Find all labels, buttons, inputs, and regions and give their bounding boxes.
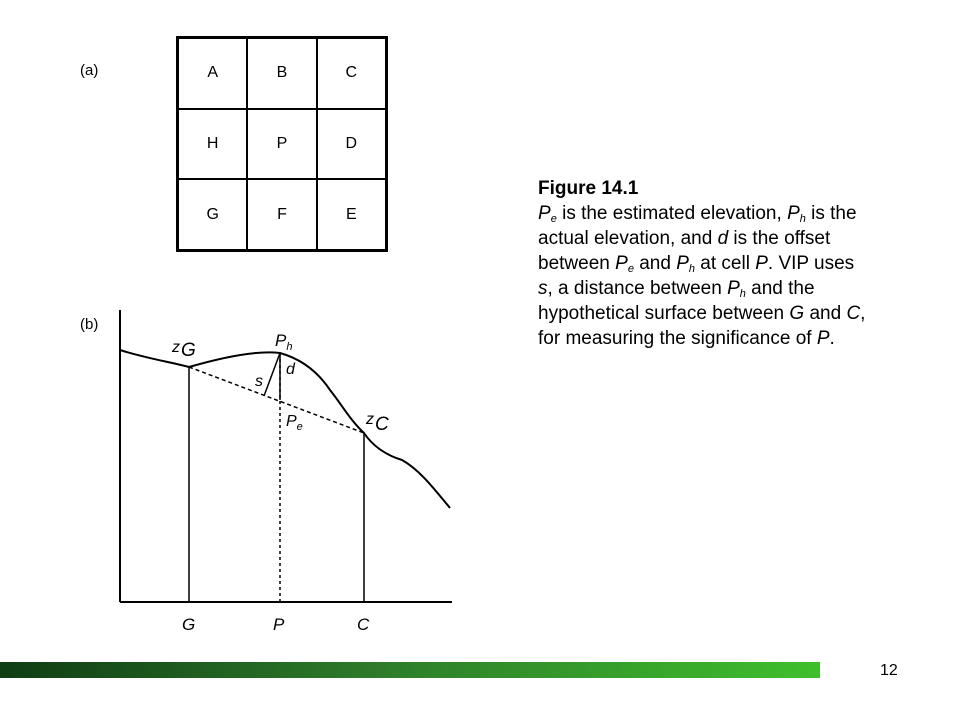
grid-cell-p: P	[247, 109, 316, 180]
label-zg-z: z	[172, 339, 180, 356]
grid-cell-c: C	[317, 38, 386, 109]
grid-cell-f: F	[247, 179, 316, 250]
svg-text:Ph	[275, 331, 292, 353]
label-ph-h: h	[286, 341, 293, 353]
caption-text-2: is the actual elevation, and	[538, 203, 857, 249]
caption-body	[538, 201, 868, 351]
page-number: 12	[880, 662, 898, 679]
caption-text-9: and	[804, 303, 847, 324]
caption-var-g: G	[789, 303, 805, 324]
svg-text:zC	[365, 411, 389, 435]
grid-cell-d: D	[317, 109, 386, 180]
caption-sub-h1: h	[799, 213, 806, 225]
caption-sub-e1: e	[550, 213, 557, 225]
caption-var-p5: P	[755, 253, 768, 274]
cell-grid	[176, 36, 388, 252]
caption-text-1: is the estimated elevation,	[556, 203, 788, 224]
label-zc-c: C	[375, 414, 389, 435]
caption-text-7: , a distance between	[547, 278, 728, 299]
caption-text-11: .	[829, 328, 835, 349]
grid-cell-h: H	[178, 109, 247, 180]
caption-var-c: C	[846, 303, 861, 324]
label-s: s	[255, 373, 263, 390]
grid-cell-b: B	[247, 38, 316, 109]
caption-text-8: and the hypothetical surface between	[538, 278, 815, 324]
caption-var-p1: P	[538, 203, 551, 224]
elevation-profile-diagram	[110, 300, 470, 645]
label-zg-g: G	[181, 340, 196, 361]
caption-text-3: is the offset between	[538, 228, 831, 274]
caption-var-s: s	[538, 278, 548, 299]
caption-var-p2: P	[787, 203, 800, 224]
caption-var-p3: P	[615, 253, 628, 274]
svg-text:zG	[171, 339, 196, 361]
axis-label-g: G	[182, 615, 196, 634]
caption-text-4: and	[633, 253, 677, 274]
panel-b-label: (b)	[80, 316, 99, 333]
axis-label-c: C	[357, 615, 370, 634]
footer-gradient-bar	[0, 662, 820, 678]
caption-var-p4: P	[676, 253, 689, 274]
caption-sub-h3: h	[739, 288, 746, 300]
caption-text-10: , for measuring the significance of	[538, 303, 866, 349]
caption-text-6: . VIP uses	[767, 253, 855, 274]
caption-sub-e2: e	[627, 263, 634, 275]
label-d: d	[286, 361, 295, 378]
caption-text-5: at cell	[695, 253, 756, 274]
grid-cell-a: A	[178, 38, 247, 109]
svg-text:Pe	[286, 413, 303, 433]
axis-label-p: P	[273, 615, 285, 634]
label-ph-p: P	[275, 331, 287, 350]
label-pe-p: P	[286, 413, 297, 430]
distance-s-line	[264, 353, 280, 396]
caption-var-d: d	[717, 228, 729, 249]
caption-title: Figure 14.1	[538, 178, 639, 199]
terrain-curve	[120, 350, 450, 508]
label-zc-z: z	[366, 411, 374, 428]
caption-var-p6: P	[727, 278, 740, 299]
caption-sub-h2: h	[688, 263, 696, 275]
panel-a-label: (a)	[80, 62, 99, 79]
grid-cell-e: E	[317, 179, 386, 250]
figure-caption	[538, 176, 868, 351]
caption-var-p7: P	[816, 328, 830, 349]
label-pe-e: e	[296, 421, 303, 433]
grid-cell-g: G	[178, 179, 247, 250]
